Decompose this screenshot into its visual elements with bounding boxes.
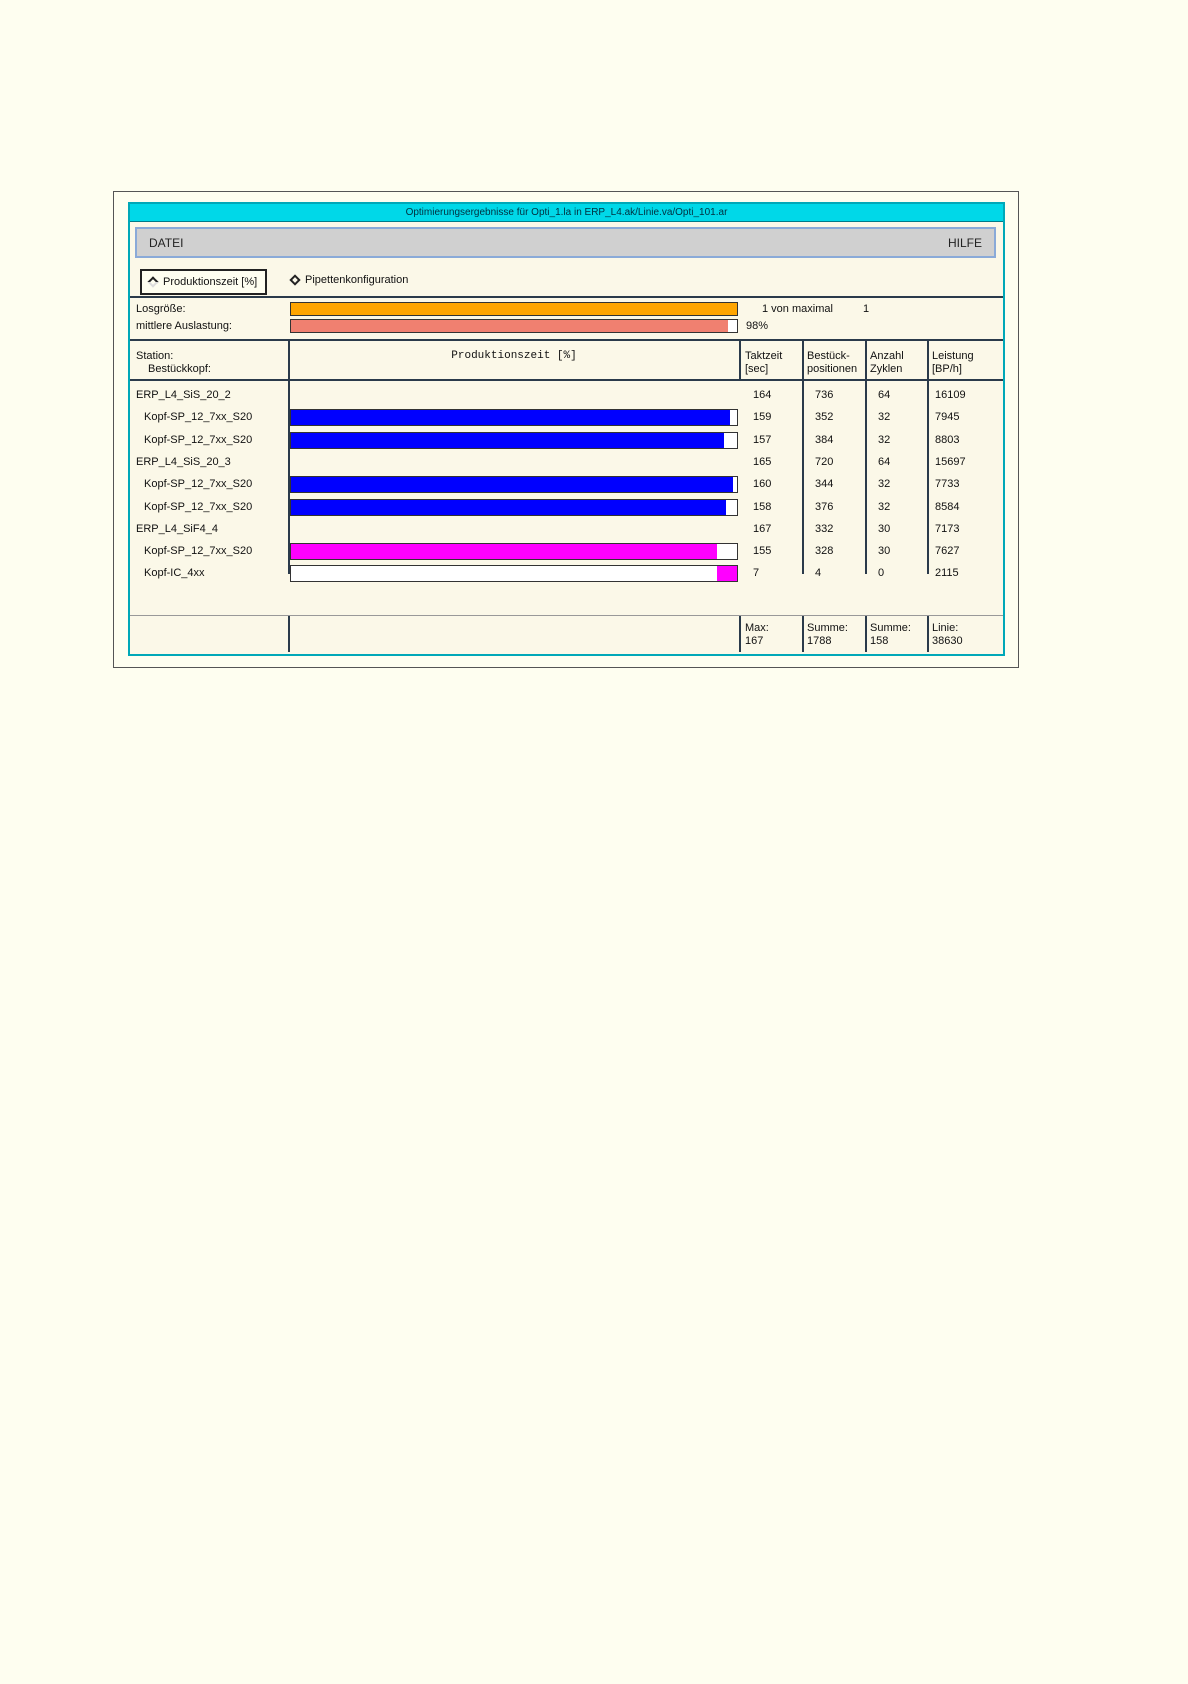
production-time-bar xyxy=(290,499,738,516)
production-time-bar-fill xyxy=(291,433,724,448)
menu-bar xyxy=(135,227,996,258)
takt-value: 157 xyxy=(753,433,772,446)
divider xyxy=(130,379,1003,381)
rate-value: 7173 xyxy=(935,522,960,535)
header-cycles xyxy=(870,350,904,376)
header-rate-1: Leistung xyxy=(932,350,974,362)
header-station-label: Station: xyxy=(136,350,174,362)
cycles-value: 30 xyxy=(878,522,891,535)
menu-help[interactable]: HILFE xyxy=(947,236,982,250)
production-time-bar-fill xyxy=(291,544,717,559)
header-takt xyxy=(745,350,782,376)
col-divider xyxy=(865,340,867,380)
positions-value: 352 xyxy=(815,411,834,424)
rate-value: 8584 xyxy=(935,500,960,513)
utilization-bar-fill xyxy=(291,320,728,332)
col-divider xyxy=(739,616,741,652)
radio-production-label: Produktionszeit [%] xyxy=(163,276,258,288)
window-title[interactable]: Optimierungsergebnisse für Opti_1.la in ERP_L4.ak/Linie.va/Opti_101.ar xyxy=(130,204,1003,222)
rate-value: 16109 xyxy=(935,389,966,401)
footer-cycles-value: 158 xyxy=(870,635,889,647)
radio-production-time[interactable] xyxy=(140,269,267,295)
header-head-label: Bestückkopf: xyxy=(148,363,211,375)
header-rate-2: [BP/h] xyxy=(932,363,962,375)
station-name: Kopf-SP_12_7xx_S20 xyxy=(144,545,253,558)
station-name: ERP_L4_SiF4_4 xyxy=(136,522,218,535)
production-time-bar-fill xyxy=(291,477,733,492)
col-divider xyxy=(865,380,867,574)
production-time-bar xyxy=(290,432,738,449)
footer-cycles-label: Summe: xyxy=(870,622,911,634)
takt-value: 160 xyxy=(753,478,772,491)
header-positions xyxy=(807,350,857,376)
station-name: Kopf-SP_12_7xx_S20 xyxy=(144,411,253,424)
divider xyxy=(130,615,1003,616)
footer-positions xyxy=(807,622,848,648)
divider xyxy=(130,339,1003,341)
takt-value: 7 xyxy=(753,567,760,580)
results-window xyxy=(128,202,1005,656)
header-station xyxy=(136,350,211,376)
station-name: ERP_L4_SiS_20_2 xyxy=(136,389,231,401)
footer-max xyxy=(745,622,769,648)
header-production: Produktionszeit [%] xyxy=(451,350,577,362)
production-time-bar xyxy=(290,476,738,493)
positions-value: 4 xyxy=(815,567,822,580)
takt-value: 155 xyxy=(753,545,772,558)
footer-rate-label: Linie: xyxy=(932,622,959,634)
footer-positions-value: 1788 xyxy=(807,635,832,647)
col-divider xyxy=(739,340,741,380)
rate-value: 2115 xyxy=(935,567,959,580)
footer-positions-label: Summe: xyxy=(807,622,848,634)
positions-value: 332 xyxy=(815,522,834,535)
cycles-value: 64 xyxy=(878,389,891,401)
utilization-bar xyxy=(290,319,738,333)
production-time-bar xyxy=(290,409,738,426)
takt-value: 165 xyxy=(753,455,772,468)
lot-text: 1 von maximal xyxy=(762,303,833,315)
utilization-text: 98% xyxy=(746,320,769,332)
positions-value: 384 xyxy=(815,433,834,446)
lot-max: 1 xyxy=(863,303,870,315)
station-name: Kopf-SP_12_7xx_S20 xyxy=(144,478,253,491)
rate-value: 8803 xyxy=(935,433,960,446)
rate-value: 7945 xyxy=(935,411,960,424)
col-divider xyxy=(927,340,929,380)
header-cycles-1: Anzahl xyxy=(870,350,904,362)
cycles-value: 32 xyxy=(878,500,891,513)
footer-max-label: Max: xyxy=(745,622,769,634)
menu-file[interactable]: DATEI xyxy=(149,236,184,250)
takt-value: 158 xyxy=(753,500,772,513)
header-takt-1: Taktzeit xyxy=(745,350,783,362)
positions-value: 328 xyxy=(815,545,834,558)
station-name: ERP_L4_SiS_20_3 xyxy=(136,455,231,468)
lot-label: Losgröße: xyxy=(136,303,186,315)
cycles-value: 64 xyxy=(878,455,891,468)
col-divider xyxy=(927,616,929,652)
footer-cycles xyxy=(870,622,911,648)
cycles-value: 30 xyxy=(878,545,891,558)
cycles-value: 32 xyxy=(878,478,891,491)
rate-value: 7733 xyxy=(935,478,960,491)
footer-rate-value: 38630 xyxy=(932,635,963,647)
station-name: Kopf-IC_4xx xyxy=(144,567,205,580)
utilization-label: mittlere Auslastung: xyxy=(136,320,232,332)
production-time-bar-fill xyxy=(717,566,737,581)
col-divider xyxy=(865,616,867,652)
rate-value: 15697 xyxy=(935,455,966,468)
production-time-bar xyxy=(290,543,738,560)
lot-bar-fill xyxy=(291,303,737,315)
radio-pipette-config[interactable] xyxy=(288,269,408,291)
footer-rate xyxy=(932,622,963,648)
col-divider xyxy=(288,340,290,380)
takt-value: 167 xyxy=(753,522,772,535)
production-time-bar-fill xyxy=(291,500,726,515)
positions-value: 720 xyxy=(815,455,834,468)
header-positions-1: Bestück- xyxy=(807,350,850,362)
rate-value: 7627 xyxy=(935,545,960,558)
col-divider xyxy=(802,616,804,652)
takt-value: 164 xyxy=(753,389,772,401)
col-divider xyxy=(802,340,804,380)
station-name: Kopf-SP_12_7xx_S20 xyxy=(144,500,253,513)
positions-value: 376 xyxy=(815,500,834,513)
cycles-value: 32 xyxy=(878,411,891,424)
radio-unselected-icon xyxy=(289,274,300,285)
footer-max-value: 167 xyxy=(745,635,764,647)
positions-value: 736 xyxy=(815,389,834,401)
lot-bar xyxy=(290,302,738,316)
cycles-value: 0 xyxy=(878,567,885,580)
header-positions-2: positionen xyxy=(807,363,858,375)
production-time-bar xyxy=(290,565,738,582)
header-cycles-2: Zyklen xyxy=(870,363,903,375)
divider xyxy=(130,296,1003,298)
takt-value: 159 xyxy=(753,411,772,424)
station-name: Kopf-SP_12_7xx_S20 xyxy=(144,433,253,446)
cycles-value: 32 xyxy=(878,433,891,446)
positions-value: 344 xyxy=(815,478,834,491)
header-rate xyxy=(932,350,974,376)
radio-pipette-label: Pipettenkonfiguration xyxy=(305,274,409,286)
col-divider xyxy=(802,380,804,574)
radio-selected-icon xyxy=(147,276,158,287)
col-divider xyxy=(288,616,290,652)
production-time-bar-fill xyxy=(291,410,730,425)
header-takt-2: [sec] xyxy=(745,363,769,375)
col-divider xyxy=(927,380,929,574)
